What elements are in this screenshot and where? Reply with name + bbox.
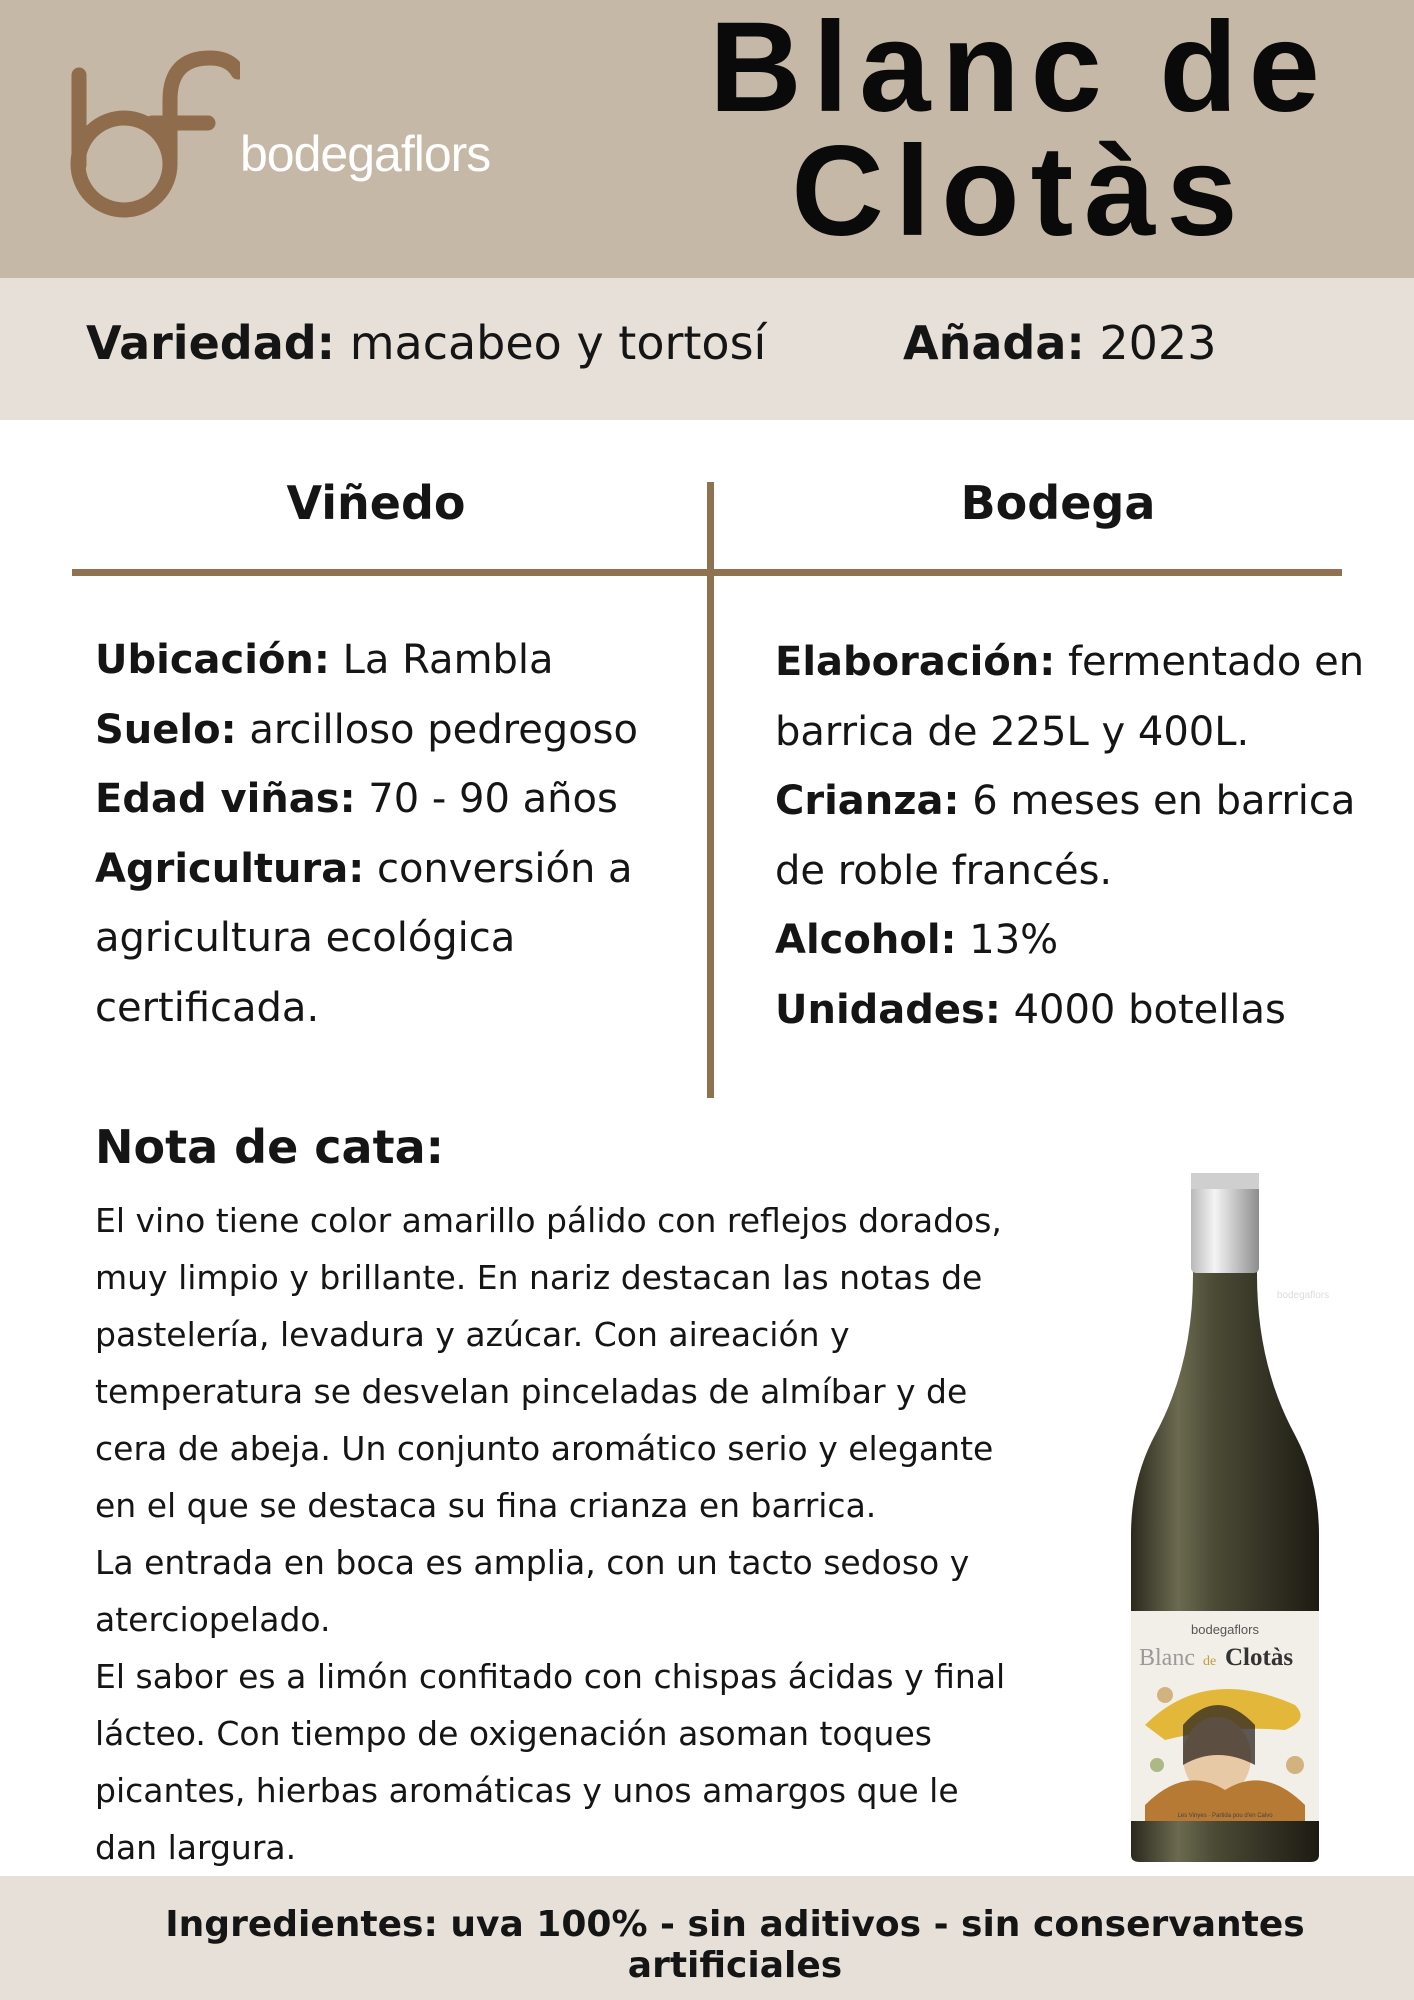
- bottle-label-name-1: Blanc: [1139, 1645, 1195, 1671]
- winery-specs: [775, 628, 1375, 1045]
- variety-label: Variedad:: [86, 316, 336, 370]
- wine-title: [660, 0, 1380, 263]
- spec-label: Suelo:: [95, 706, 237, 753]
- bottle-label-subtitle: Les Vinyes · Partida pou d'en Calvo: [1177, 1813, 1273, 1819]
- variety-value: macabeo y tortosí: [349, 316, 767, 370]
- bottle-neck-brand: bodegaflors: [1276, 1290, 1330, 1301]
- brand-wordmark: bodegaflors: [240, 126, 491, 182]
- bottle-label-name-2: de: [1203, 1654, 1217, 1669]
- tasting-heading: Nota de cata:: [95, 1120, 445, 1174]
- spec-aging: [775, 767, 1375, 906]
- spec-units: [775, 976, 1375, 1046]
- spec-label: Unidades:: [775, 986, 1001, 1033]
- winery-heading: Bodega: [960, 476, 1156, 530]
- spec-value: fermentado en barrica de 225L y 400L.: [775, 639, 1365, 755]
- vintage-label: Añada:: [903, 316, 1085, 370]
- variety: [86, 316, 766, 370]
- wine-title-line-2: Clotàs: [791, 120, 1249, 263]
- spec-value: 4000 botellas: [1013, 986, 1286, 1033]
- bottle-label-name-3: Clotàs: [1225, 1644, 1294, 1671]
- summary-band: [0, 278, 1414, 420]
- spec-alcohol: [775, 906, 1375, 976]
- tasting-note: [95, 1192, 1015, 1876]
- spec-vine-age: [95, 765, 695, 835]
- spec-value: 13%: [969, 917, 1059, 963]
- brand-logo: [70, 45, 550, 235]
- vertical-divider: [707, 482, 714, 1098]
- vintage: [903, 316, 1216, 370]
- spec-location: [95, 626, 695, 696]
- spec-value: 70 - 90 años: [368, 776, 618, 822]
- spec-label: Agricultura:: [95, 845, 365, 892]
- vineyard-specs: [95, 626, 695, 1043]
- spec-value: conversión a agricultura ecológica certificada.: [95, 845, 633, 1031]
- bf-logo-icon: [70, 45, 240, 235]
- spec-elaboration: [775, 628, 1375, 767]
- tasting-paragraph-3: El sabor es a limón confitado con chispas ácidas y final lácteo. Con tiempo de oxigenación asoman toques picantes, hierbas aromáticas y unos amargos que le dan largura.: [95, 1657, 1006, 1867]
- spec-value: La Rambla: [342, 637, 554, 683]
- wine-bottle-image: [1105, 1165, 1345, 1865]
- spec-soil: [95, 696, 695, 766]
- bottle-icon: [1105, 1165, 1345, 1865]
- wine-title-line-1: Blanc de: [709, 0, 1331, 139]
- tasting-paragraph-2: La entrada en boca es amplia, con un tacto sedoso y aterciopelado.: [95, 1543, 970, 1639]
- tasting-paragraph-1: El vino tiene color amarillo pálido con reflejos dorados, muy limpio y brillante. En nariz destacan las notas de pastelería, levadura y azúcar. Con aireación y temperatura se desvelan pinceladas de almíbar y de cera de abeja. Un conjunto aromático serio y elegante en el que se destaca su fina crianza en barrica.: [95, 1201, 1002, 1525]
- spec-label: Crianza:: [775, 778, 960, 824]
- vintage-value: 2023: [1099, 316, 1217, 370]
- ingredients-text: Ingredientes: uva 100% - sin aditivos - sin conservantes artificiales: [165, 1904, 1305, 1986]
- header-banner: [0, 0, 1414, 278]
- spec-value: 6 meses en barrica de roble francés.: [775, 778, 1356, 894]
- footer-band: [0, 1876, 1414, 2000]
- spec-agriculture: [95, 835, 695, 1044]
- spec-label: Ubicación:: [95, 637, 330, 683]
- spec-value: arcilloso pedregoso: [249, 706, 638, 753]
- spec-label: Elaboración:: [775, 639, 1056, 685]
- spec-label: Alcohol:: [775, 917, 957, 963]
- vineyard-heading: Viñedo: [286, 476, 466, 530]
- bottle-label-brand: bodegaflors: [1191, 1622, 1259, 1637]
- spec-label: Edad viñas:: [95, 776, 356, 822]
